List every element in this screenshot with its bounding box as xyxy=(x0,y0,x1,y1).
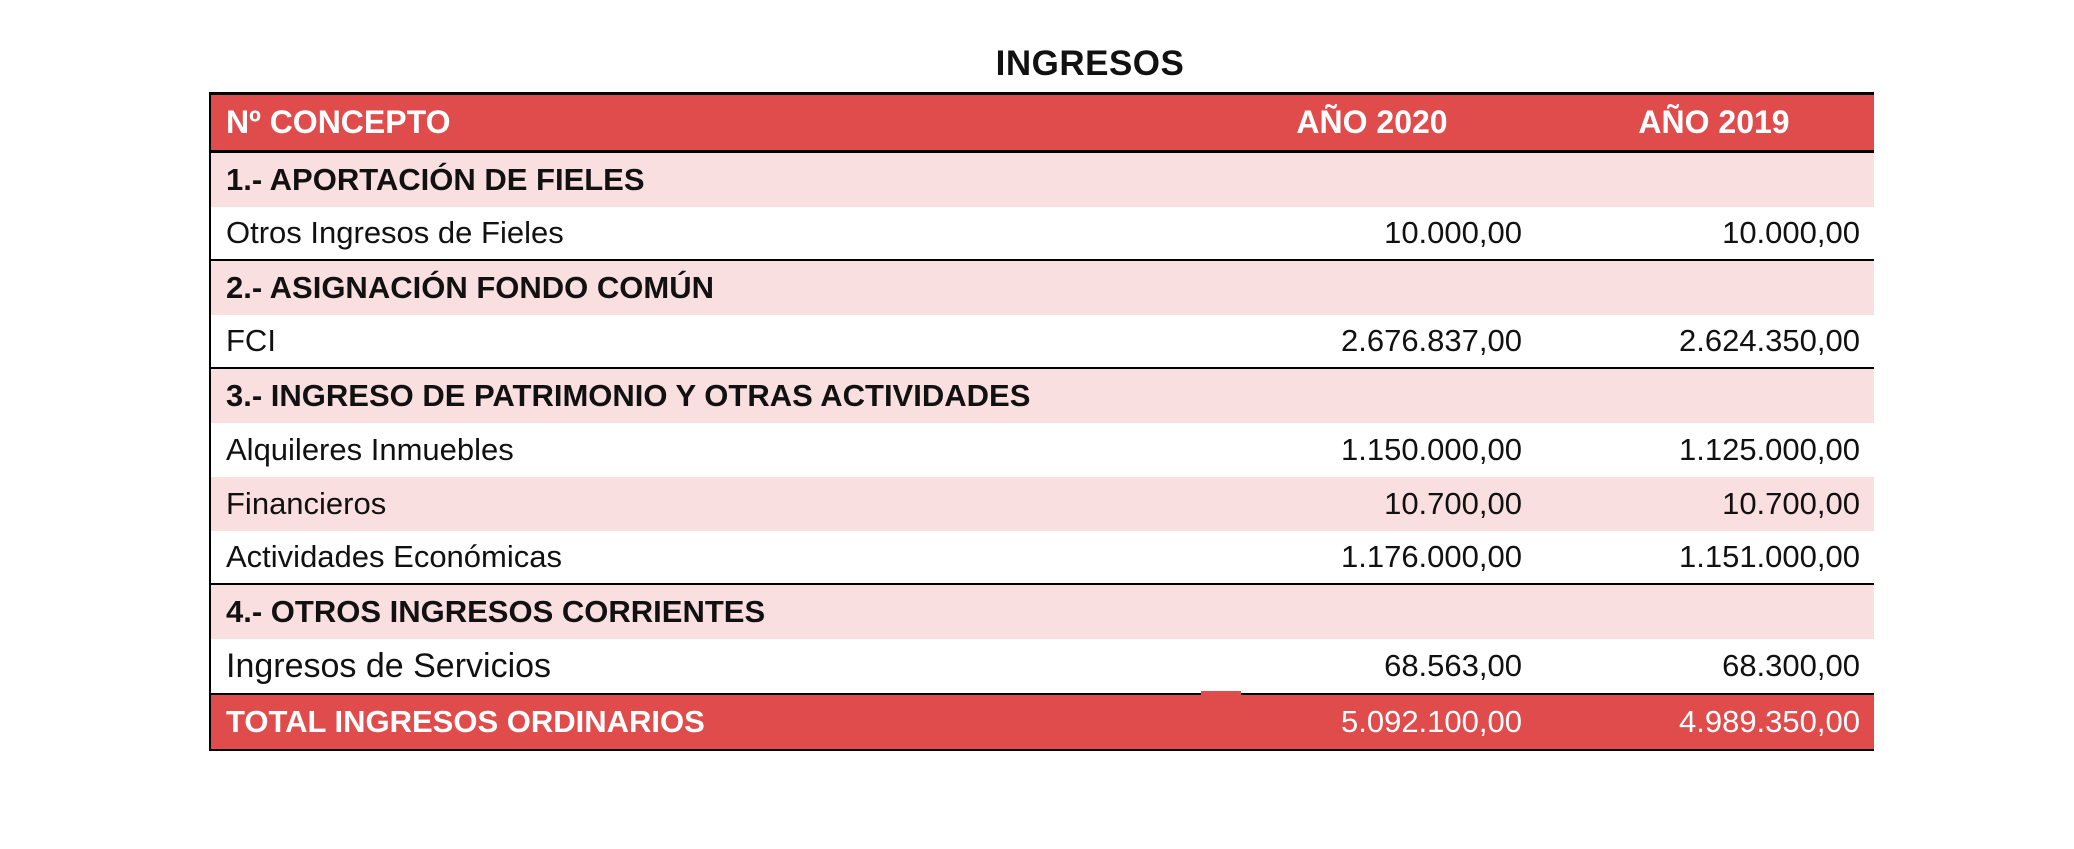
row-value-2020: 10.700,00 xyxy=(1384,486,1522,521)
column-header-year-2019: AÑO 2019 xyxy=(1638,104,1790,140)
section-heading xyxy=(211,369,1874,423)
row-label: Alquileres Inmuebles xyxy=(226,432,514,467)
table-row xyxy=(211,423,1874,477)
page-title: INGRESOS xyxy=(995,44,1185,83)
column-header-year-2020: AÑO 2020 xyxy=(1296,104,1448,140)
row-label: Ingresos de Servicios xyxy=(226,646,552,685)
section-heading-label: 3.- INGRESO DE PATRIMONIO Y OTRAS ACTIVIDADES xyxy=(226,378,1031,413)
section-heading xyxy=(211,261,1874,315)
row-value-2019: 68.300,00 xyxy=(1722,648,1860,683)
total-value-2019: 4.989.350,00 xyxy=(1678,704,1860,739)
row-label: FCI xyxy=(226,323,276,358)
section-heading-label: 1.- APORTACIÓN DE FIELES xyxy=(226,162,645,197)
row-value-2020: 1.176.000,00 xyxy=(1340,539,1522,574)
income-table xyxy=(209,92,1874,751)
row-label: Actividades Económicas xyxy=(226,539,562,574)
total-value-2020: 5.092.100,00 xyxy=(1340,704,1522,739)
row-value-2020: 2.676.837,00 xyxy=(1340,323,1522,358)
section-heading-label: 4.- OTROS INGRESOS CORRIENTES xyxy=(226,594,766,629)
row-value-2019: 1.151.000,00 xyxy=(1678,539,1860,574)
row-value-2020: 68.563,00 xyxy=(1384,648,1522,683)
total-row xyxy=(211,693,1874,749)
table-row xyxy=(211,477,1874,531)
row-label: Otros Ingresos de Fieles xyxy=(226,215,564,250)
section-heading xyxy=(211,153,1874,207)
table-row xyxy=(211,639,1874,693)
row-value-2020: 10.000,00 xyxy=(1384,215,1522,250)
table-row xyxy=(211,315,1874,369)
row-label: Financieros xyxy=(226,486,387,521)
table-header-row xyxy=(211,95,1874,153)
table-row xyxy=(211,531,1874,585)
column-header-concept: Nº CONCEPTO xyxy=(226,104,451,140)
section-heading xyxy=(211,585,1874,639)
row-value-2019: 10.700,00 xyxy=(1722,486,1860,521)
section-heading-label: 2.- ASIGNACIÓN FONDO COMÚN xyxy=(226,270,714,305)
total-label: TOTAL INGRESOS ORDINARIOS xyxy=(226,704,705,739)
row-value-2019: 10.000,00 xyxy=(1722,215,1860,250)
table-row xyxy=(211,207,1874,261)
row-value-2020: 1.150.000,00 xyxy=(1340,432,1522,467)
row-value-2019: 1.125.000,00 xyxy=(1678,432,1860,467)
row-value-2019: 2.624.350,00 xyxy=(1678,323,1860,358)
